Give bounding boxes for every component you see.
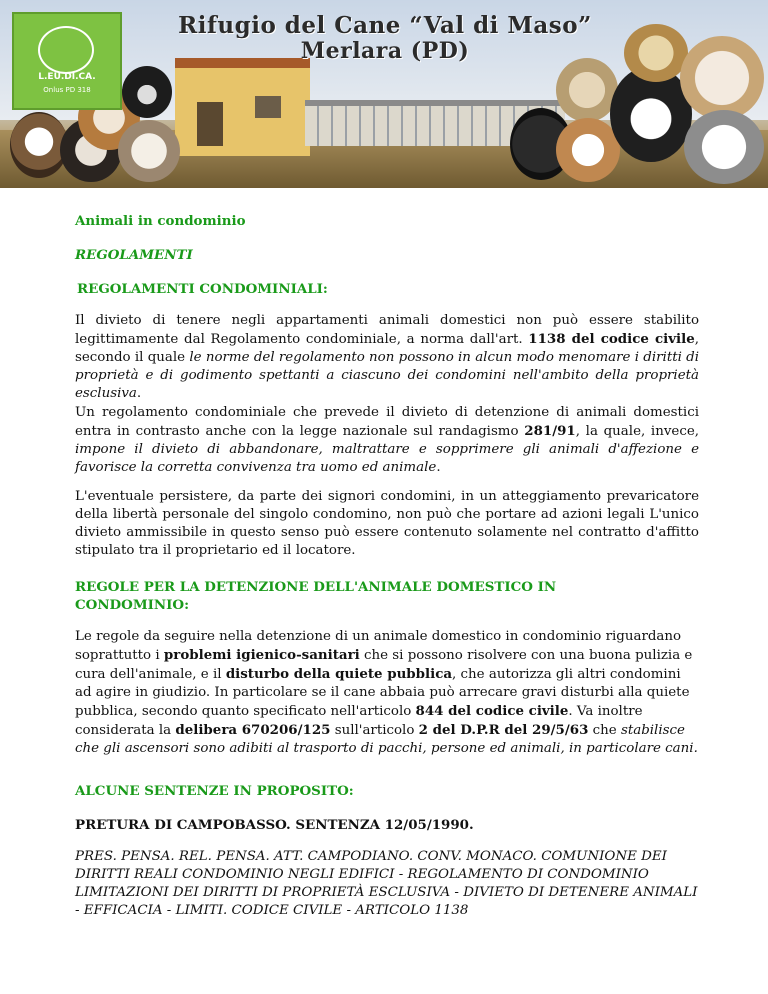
paragraph: PRES. PENSA. REL. PENSA. ATT. CAMPODIANO. CONV. MONACO. COMUNIONE DEI DIRITTI REALI CONDOMINIO NEGLI EDIFICI - REGOLAMENTO DI CONDOMINIO LIMITAZIONI DEI DIRITTI DI PROPRIETÀ ESCLUSIVA - DIVIETO DI DETENERE ANIMALI - EFFICACIA - LIMITI. CODICE CIVILE - ARTICOLO 1138 [75,849,698,918]
dog-head-icon [38,26,94,74]
dog-photo [118,120,180,182]
dog-photo [556,118,620,182]
dog-photo [624,24,688,82]
paragraph: Il divieto di tenere negli appartamenti animali domestici non può essere stabilito legittimamente dal Regolamento condominiale, a norma dall'art. 1138 del codice civile, secondo il quale le norme del regolamento non possono in alcun modo menomare i diritti di proprietà e di godimento spettanti a ciascuno dei condomini nell'ambito della proprietà esclusiva. [75,313,699,401]
logo-name: L.EU.DI.CA. [38,72,96,82]
shelter-building [175,58,310,156]
section-heading: REGOLAMENTI [75,247,193,263]
paragraph: Un regolamento condominiale che prevede il divieto di detenzione di animali domestici entra in contrasto anche con la legge nazionale sul randagismo 281/91, la quale, invece, impone il divieto di abbandonare, maltrattare e sopprimere gli animali d'affezione e favorisce la corretta convivenza tra uomo ed animale. [75,405,699,475]
dog-photo [122,66,172,118]
banner-title: Rifugio del Cane “Val di Maso” [178,12,592,39]
paragraph: Le regole da seguire nella detenzione di un animale domestico in condominio riguardano soprattutto i problemi igienico-sanitari che si possono risolvere con una buona pulizia e cura dell'animale, e il disturbo della quiete pubblica, che autorizza gli altri condomini ad agire in giudizio. In particolare se il cane abbaia può arrecare gravi disturbi alla quiete pubblica, secondo quanto specificato nell'articolo 844 del codice civile. Va inoltre considerata la delibera 670206/125 sull'articolo 2 del D.P.R del 29/5/63 che stabilisce che gli ascensori sono adibiti al trasporto di pacchi, persone ed animali, in particolare cani. [75,629,698,756]
dog-photo [684,110,764,184]
section-heading: ALCUNE SENTENZE IN PROPOSITO: [75,783,354,799]
logo-subtitle: Onlus PD 318 [43,86,91,94]
sentence-heading: PRETURA DI CAMPOBASSO. SENTENZA 12/05/1990. [75,817,474,833]
section-heading: REGOLAMENTI CONDOMINIALI: [77,281,328,297]
section-heading: REGOLE PER LA DETENZIONE DELL'ANIMALE DOMESTICO IN CONDOMINIO: [75,579,557,613]
leudica-logo [12,12,122,110]
header-banner [0,0,768,188]
dog-photo [556,58,618,122]
paragraph: L'eventuale persistere, da parte dei signori condomini, in un atteggiamento prevaricatore della libertà personale del singolo condomino, non può che portare ad azioni legali L'unico divieto ammissibile in questo senso può essere contenuto solamente nel contratto d'affitto stipulato tra il proprietario ed il locatore. [75,489,699,558]
banner-subtitle: Merlara (PD) [300,38,470,64]
page-title: Animali in condominio [75,213,246,229]
dog-photo [680,36,764,120]
